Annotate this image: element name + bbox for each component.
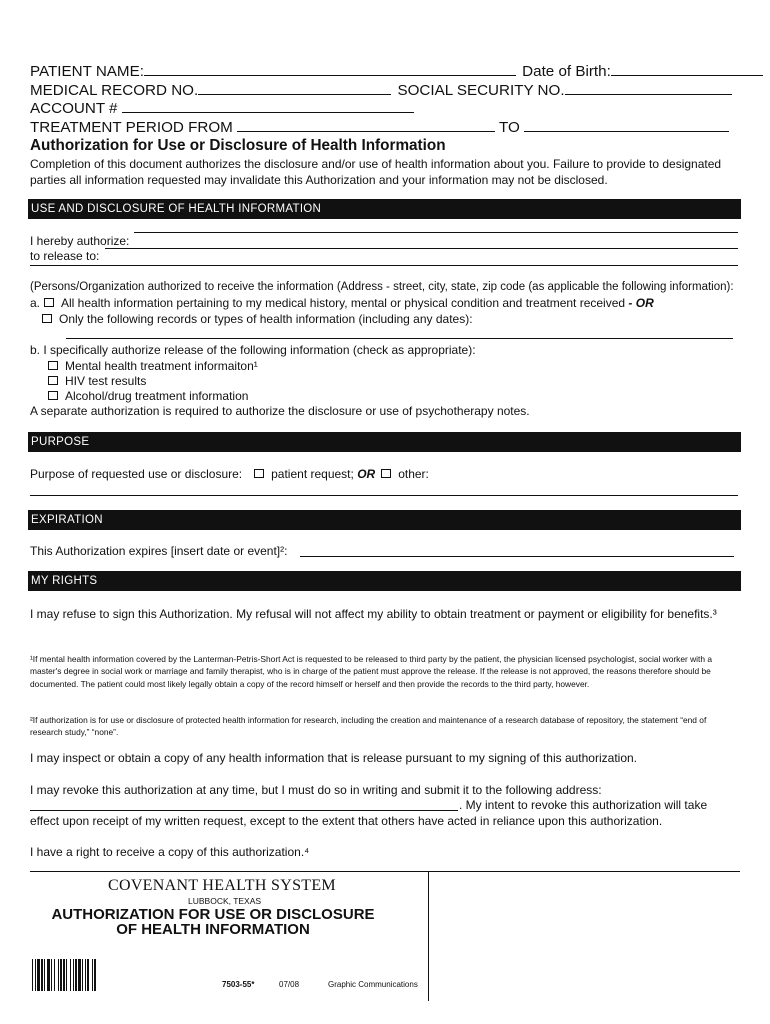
alcohol-drug-option: [44, 389, 248, 404]
only-following-row: [38, 312, 473, 327]
refuse-text: I may refuse to sign this Authorization. My refusal will not affect my ability to obtain treatment or payment or eligibility for benefits.³: [30, 607, 717, 621]
expiration-field[interactable]: [300, 556, 734, 557]
revoke-text-1: I may revoke this authorization at any time, but I must do so in writing and submit it to the following address:: [30, 783, 602, 797]
section-heading: USE AND DISCLOSURE OF HEALTH INFORMATION: [31, 203, 322, 215]
section-heading: PURPOSE: [31, 436, 90, 448]
patient-name-row: [30, 61, 763, 81]
ssn-field[interactable]: [565, 80, 732, 95]
purpose-row: [30, 467, 429, 482]
other-checkbox[interactable]: [381, 469, 391, 478]
hiv-checkbox[interactable]: [48, 376, 58, 385]
footer-form-title: [30, 907, 396, 937]
dob-field[interactable]: [611, 61, 763, 76]
footer-form-title-line-1: AUTHORIZATION FOR USE OR DISCLOSURE: [51, 906, 375, 923]
organization-name: COVENANT HEALTH SYSTEM: [108, 877, 336, 894]
hiv-option: [44, 374, 146, 389]
account-field[interactable]: [122, 98, 414, 113]
intro-text: Completion of this document authorizes the disclosure and/or use of health information about you. Failure to provide to designated parties all information requested may invalidate this Authorization and your information may not be disclosed.: [30, 157, 722, 187]
only-following-checkbox[interactable]: [42, 314, 52, 323]
option-a-marker: a.: [30, 296, 41, 310]
barcode: [32, 959, 140, 991]
footer-form-title-line-2: OF HEALTH INFORMATION: [116, 921, 310, 938]
section-bar-expiration: [28, 510, 741, 530]
patient-name-field[interactable]: [144, 61, 516, 76]
release-to-field-line-2[interactable]: [30, 265, 738, 266]
mental-health-label: Mental health treatment informaiton¹: [65, 359, 258, 373]
all-info-checkbox[interactable]: [44, 298, 54, 307]
only-following-field[interactable]: [66, 338, 733, 339]
account-label: ACCOUNT #: [30, 100, 118, 117]
section-bar-use-disclosure: [28, 199, 741, 219]
patient-request-checkbox[interactable]: [254, 469, 264, 478]
copy-right-text: I have a right to receive a copy of this authorization.⁴: [30, 845, 310, 859]
footer-vertical-divider: [428, 871, 429, 1001]
treatment-from-field[interactable]: [237, 117, 495, 132]
dob-label: Date of Birth:: [522, 63, 611, 80]
ssn-label: SOCIAL SECURITY NO.: [397, 82, 565, 99]
section-heading: EXPIRATION: [31, 514, 103, 526]
section-heading: MY RIGHTS: [31, 575, 98, 587]
authorize-label: I hereby authorize:: [30, 234, 130, 248]
revoke-text-3: effect upon receipt of my written request, except to the extent that others have acted in reliance upon this authorization.: [30, 814, 663, 828]
purpose-field[interactable]: [30, 495, 738, 496]
only-following-label: Only the following records or types of health information (including any dates):: [59, 312, 473, 326]
treatment-to-field[interactable]: [524, 117, 729, 132]
treatment-to-label: TO: [498, 119, 520, 136]
printer-credit: Graphic Communications: [328, 980, 418, 989]
inspect-text: I may inspect or obtain a copy of any health information that is release pursuant to my signing of this authorization.: [30, 751, 638, 765]
mrn-field[interactable]: [198, 80, 391, 95]
or-text: - OR: [625, 296, 654, 310]
or-text: OR: [353, 467, 376, 481]
all-info-label: All health information pertaining to my medical history, mental or physical condition and treatment received: [61, 296, 626, 310]
b-instruction: b. I specifically authorize release of the following information (check as appropriate):: [30, 343, 476, 357]
footer-divider: [30, 871, 740, 872]
psychotherapy-note: A separate authorization is required to authorize the disclosure or use of psychotherapy notes.: [30, 404, 530, 418]
mrn-label: MEDICAL RECORD NO.: [30, 82, 199, 99]
authorize-field[interactable]: [134, 232, 738, 233]
purpose-label: Purpose of requested use or disclosure:: [30, 467, 243, 481]
revoke-text-2: . My intent to revoke this authorization will take: [459, 798, 708, 812]
treatment-from-label: TREATMENT PERIOD FROM: [30, 119, 233, 136]
section-bar-purpose: [28, 432, 741, 452]
form-date: 07/08: [279, 980, 300, 989]
section-bar-my-rights: [28, 571, 741, 591]
footnote-1: ¹If mental health information covered by the Lanterman-Petris-Short Act is requested to be released to third party by the patient, the physician licensed psychologist, social worker with a master's degree in social work or marriage and family therapist, who is in charge of the patient must approve the release. If the release is not approved, the reasons therefore should be documented. The patient could most likely legally obtain a copy of the record himself or herself and then provide the records to the third party, however.: [30, 654, 712, 689]
footnote-2: ²If authorization is for use or disclosure of protected health information for research, including the creation and maintenance of a research database of repository, the statement “end of research study,” “none”.: [30, 715, 707, 738]
hiv-label: HIV test results: [65, 374, 147, 388]
form-heading: Authorization for Use or Disclosure of Health Information: [30, 137, 446, 154]
account-row: [30, 98, 414, 118]
mental-health-option: [44, 359, 258, 374]
alcohol-drug-checkbox[interactable]: [48, 391, 58, 400]
option-a-row: [30, 296, 654, 311]
release-to-label: to release to:: [30, 249, 100, 263]
expiration-label: This Authorization expires [insert date or event]²:: [30, 544, 288, 558]
organization-city: LUBBOCK, TEXAS: [188, 896, 262, 906]
persons-note: (Persons/Organization authorized to receive the information (Address - street, city, state, zip code (as applicable the following information):: [30, 281, 734, 293]
alcohol-drug-label: Alcohol/drug treatment information: [65, 389, 249, 403]
revoke-address-field[interactable]: [30, 810, 458, 811]
patient-name-label: PATIENT NAME:: [30, 63, 144, 80]
patient-request-label: patient request;: [271, 467, 354, 481]
other-label: other:: [398, 467, 429, 481]
mrn-row: [30, 80, 732, 100]
treatment-period-row: [30, 117, 729, 137]
mental-health-checkbox[interactable]: [48, 361, 58, 370]
release-to-field[interactable]: [105, 248, 738, 249]
form-number: 7503-55*: [222, 980, 255, 989]
